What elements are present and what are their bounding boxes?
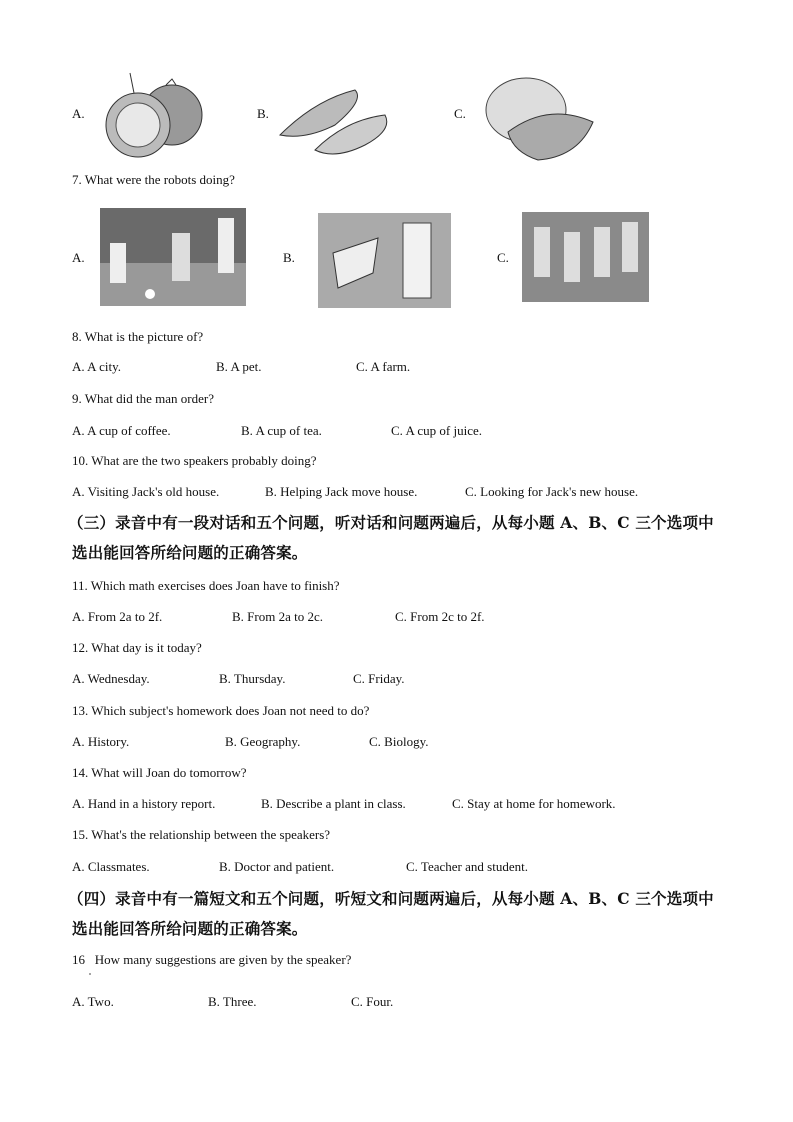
q11-option-c: C. From 2c to 2f. (395, 609, 485, 624)
robots-dancing-image (522, 212, 649, 302)
cabbage-image (478, 72, 596, 164)
q10-option-c: C. Looking for Jack's new house. (465, 484, 639, 499)
q16-option-c: C. Four. (351, 994, 394, 1009)
q10-option-a: A. Visiting Jack's old house. (72, 484, 220, 499)
q9-option-b: B. A cup of tea. (241, 423, 322, 438)
q9-option-a: A. A cup of coffee. (72, 423, 171, 438)
q13-option-a: A. History. (72, 734, 130, 749)
q8-option-b: B. A pet. (216, 359, 262, 374)
q10-question: 10. What are the two speakers probably doing? (72, 453, 317, 468)
q9-question: 9. What did the man order? (72, 391, 214, 406)
q6-option-b-label: B. (257, 106, 269, 121)
q12-question: 12. What day is it today? (72, 640, 202, 655)
q15-question: 15. What's the relationship between the speakers? (72, 827, 331, 842)
robots-fighting-image (318, 213, 451, 308)
q9-option-c: C. A cup of juice. (391, 423, 482, 438)
section-3-heading-line1: （三）录音中有一段对话和五个问题，听对话和问题两遍后，从每小题 A、B、C 三个选项中 (68, 513, 714, 532)
q15-option-c: C. Teacher and student. (406, 859, 528, 874)
q14-question: 14. What will Joan do tomorrow? (72, 765, 247, 780)
q8-option-a: A. A city. (72, 359, 121, 374)
q15-option-b: B. Doctor and patient. (219, 859, 335, 874)
q11-option-a: A. From 2a to 2f. (72, 609, 163, 624)
q7-option-b-label: B. (283, 250, 295, 265)
tomato-image (100, 65, 206, 161)
q13-option-b: B. Geography. (225, 734, 301, 749)
q13-question: 13. Which subject's homework does Joan not need to do? (72, 703, 370, 718)
q12-option-c: C. Friday. (353, 671, 405, 686)
carrots-image (275, 80, 397, 162)
q8-question: 8. What is the picture of? (72, 329, 204, 344)
q7-question: 7. What were the robots doing? (72, 172, 235, 187)
q11-option-b: B. From 2a to 2c. (232, 609, 323, 624)
q16-question: 16 How many suggestions are given by the speaker? (72, 952, 352, 967)
q14-option-a: A. Hand in a history report. (72, 796, 216, 811)
q14-option-c: C. Stay at home for homework. (452, 796, 616, 811)
section-4-heading-line2: 选出能回答所给问题的正确答案。 (72, 919, 308, 938)
q8-option-c: C. A farm. (356, 359, 411, 374)
q16-option-a: A. Two. (72, 994, 114, 1009)
q7-option-a-label: A. (72, 250, 85, 265)
q15-option-a: A. Classmates. (72, 859, 150, 874)
q13-option-c: C. Biology. (369, 734, 429, 749)
section-4-heading-line1: （四）录音中有一篇短文和五个问题，听短文和问题两遍后，从每小题 A、B、C 三个选项中 (68, 889, 714, 908)
q16-option-b: B. Three. (208, 994, 257, 1009)
section-3-heading-line2: 选出能回答所给问题的正确答案。 (72, 543, 308, 562)
q6-option-c-label: C. (454, 106, 466, 121)
q10-option-b: B. Helping Jack move house. (265, 484, 418, 499)
robots-soccer-image (100, 208, 246, 306)
q6-option-a-label: A. (72, 106, 85, 121)
q12-option-b: B. Thursday. (219, 671, 286, 686)
stray-dot (89, 973, 91, 975)
q11-question: 11. Which math exercises does Joan have to finish? (72, 578, 340, 593)
q12-option-a: A. Wednesday. (72, 671, 150, 686)
q14-option-b: B. Describe a plant in class. (261, 796, 406, 811)
q7-option-c-label: C. (497, 250, 509, 265)
